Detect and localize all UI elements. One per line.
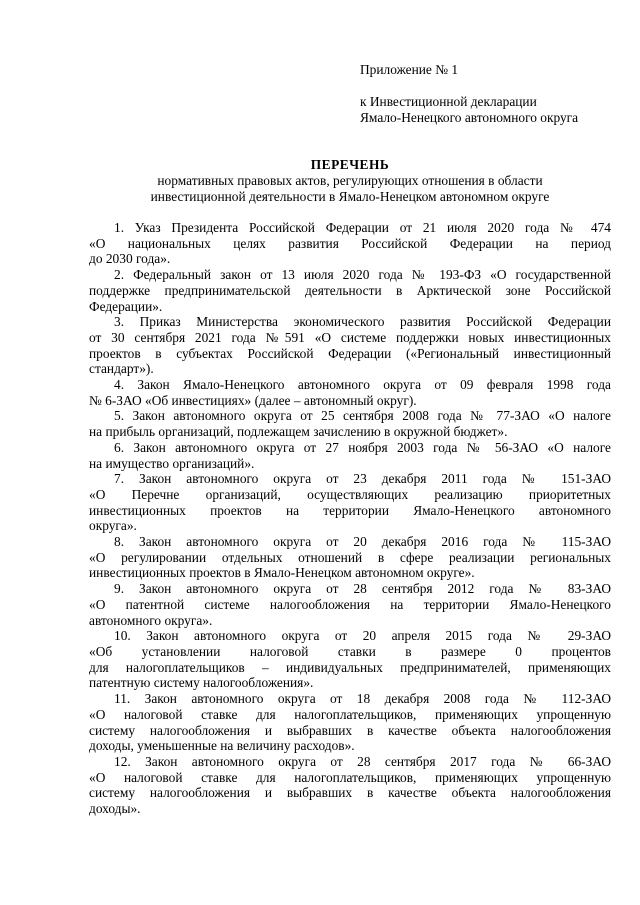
legal-acts-list — [89, 220, 611, 817]
legal-act-line: до 2030 года». — [89, 251, 171, 267]
document-subtitle-line-2: инвестиционной деятельности в Ямало-Ненецком автономном округе — [150, 189, 550, 204]
legal-act-item — [89, 628, 611, 691]
legal-act-line: № 6-ЗАО «Об инвестициях» (далее – автономный округ). — [89, 392, 417, 408]
legal-act-line: 5. Закон автономного округа от 25 сентября 2008 года № 77-ЗАО «О налоге — [114, 408, 611, 424]
legal-act-item — [89, 691, 611, 754]
appendix-number: Приложение № 1 — [360, 62, 459, 77]
legal-act-line: инвестиционных проектов в Ямало-Ненецком автономном округе». — [89, 565, 475, 581]
legal-act-line: Федерации». — [89, 298, 163, 314]
legal-act-line: патентную систему налогообложения». — [89, 675, 314, 691]
legal-act-line: 6. Закон автономного округа от 27 ноября 2003 года № 56-ЗАО «О налоге — [114, 439, 611, 455]
appendix-block — [360, 62, 630, 126]
legal-act-item — [89, 267, 611, 314]
legal-act-item — [89, 220, 611, 267]
legal-act-item — [89, 471, 611, 534]
legal-act-line: доходы». — [89, 801, 141, 817]
legal-act-line: от 30 сентября 2021 года №591 «О системе поддержки новых инвестиционных — [89, 329, 611, 345]
legal-act-line: «О национальных целях развития Российской Федерации на период — [89, 235, 611, 251]
appendix-reference: к Инвестиционной декларации — [360, 94, 537, 109]
legal-act-line: 11. Закон автономного округа от 18 декабря 2008 года № 112-ЗАО — [114, 691, 611, 707]
legal-act-line: на имущество организаций». — [89, 455, 255, 471]
legal-act-line: 10. Закон автономного округа от 20 апреля 2015 года № 29-ЗАО — [114, 628, 611, 644]
legal-act-line: систему налогообложения и выбравших в качестве объекта налогообложения — [89, 722, 611, 738]
legal-act-item — [89, 754, 611, 817]
legal-act-line: округа». — [89, 518, 137, 534]
legal-act-line: 2. Федеральный закон от 13 июля 2020 года № 193-ФЗ «О государственной — [114, 267, 611, 283]
legal-act-line: доходы, уменьшенные на величину расходов». — [89, 738, 355, 754]
legal-act-line: «О регулировании отдельных отношений в сфере реализации региональных — [89, 549, 611, 565]
legal-act-line: 8. Закон автономного округа от 20 декабря 2016 года № 115-ЗАО — [114, 534, 611, 550]
legal-act-item — [89, 534, 611, 581]
legal-act-line: «О налоговой ставке для налогоплательщиков, применяющих упрощенную — [89, 769, 611, 785]
legal-act-line: 9. Закон автономного округа от 28 сентября 2012 года № 83-ЗАО — [114, 581, 611, 597]
legal-act-line: «О Перечне организаций, осуществляющих реализацию приоритетных — [89, 486, 611, 502]
legal-act-item — [89, 440, 611, 471]
legal-act-line: стандарт»). — [89, 361, 154, 377]
legal-act-line: 7. Закон автономного округа от 23 декабря 2011 года № 151-ЗАО — [114, 471, 611, 487]
legal-act-line: на прибыль организаций, подлежащем зачислению в окружной бюджет». — [89, 424, 508, 440]
legal-act-line: «О налоговой ставке для налогоплательщиков, применяющих упрощенную — [89, 706, 611, 722]
legal-act-line: 4. Закон Ямало-Ненецкого автономного округа от 09 февраля 1998 года — [114, 377, 611, 393]
legal-act-line: «Об установлении налоговой ставки в размере 0 процентов — [89, 643, 611, 659]
document-subtitle-line-1: нормативных правовых актов, регулирующих отношения в области — [157, 173, 543, 188]
legal-act-line: 1. Указ Президента Российской Федерации от 21 июля 2020 года № 474 — [114, 220, 611, 235]
legal-act-line: «О патентной системе налогообложения на территории Ямало-Ненецкого — [89, 596, 611, 612]
legal-act-item — [89, 314, 611, 377]
legal-act-item — [89, 408, 611, 439]
document-title: ПЕРЕЧЕНЬ — [310, 157, 390, 172]
legal-act-line: поддержке предпринимательской деятельности в Арктической зоне Российской — [89, 282, 611, 298]
legal-act-line: автономного округа». — [89, 612, 213, 628]
legal-act-line: для налогоплательщиков – индивидуальных предпринимателей, применяющих — [89, 659, 611, 675]
legal-act-item — [89, 377, 611, 408]
legal-act-line: 12. Закон автономного округа от 28 сентября 2017 года № 66-ЗАО — [114, 753, 611, 769]
legal-act-line: инвестиционных проектов на территории Ямало-Ненецкого автономного — [89, 502, 611, 518]
appendix-region: Ямало-Ненецкого автономного округа — [360, 110, 579, 125]
legal-act-line: систему налогообложения и выбравших в качестве объекта налогообложения — [89, 785, 611, 801]
document-heading — [90, 157, 610, 205]
legal-act-item — [89, 581, 611, 628]
legal-act-line: проектов в субъектах Российской Федерации («Региональный инвестиционный — [89, 345, 611, 361]
legal-act-line: 3. Приказ Министерства экономического развития Российской Федерации — [114, 314, 611, 330]
